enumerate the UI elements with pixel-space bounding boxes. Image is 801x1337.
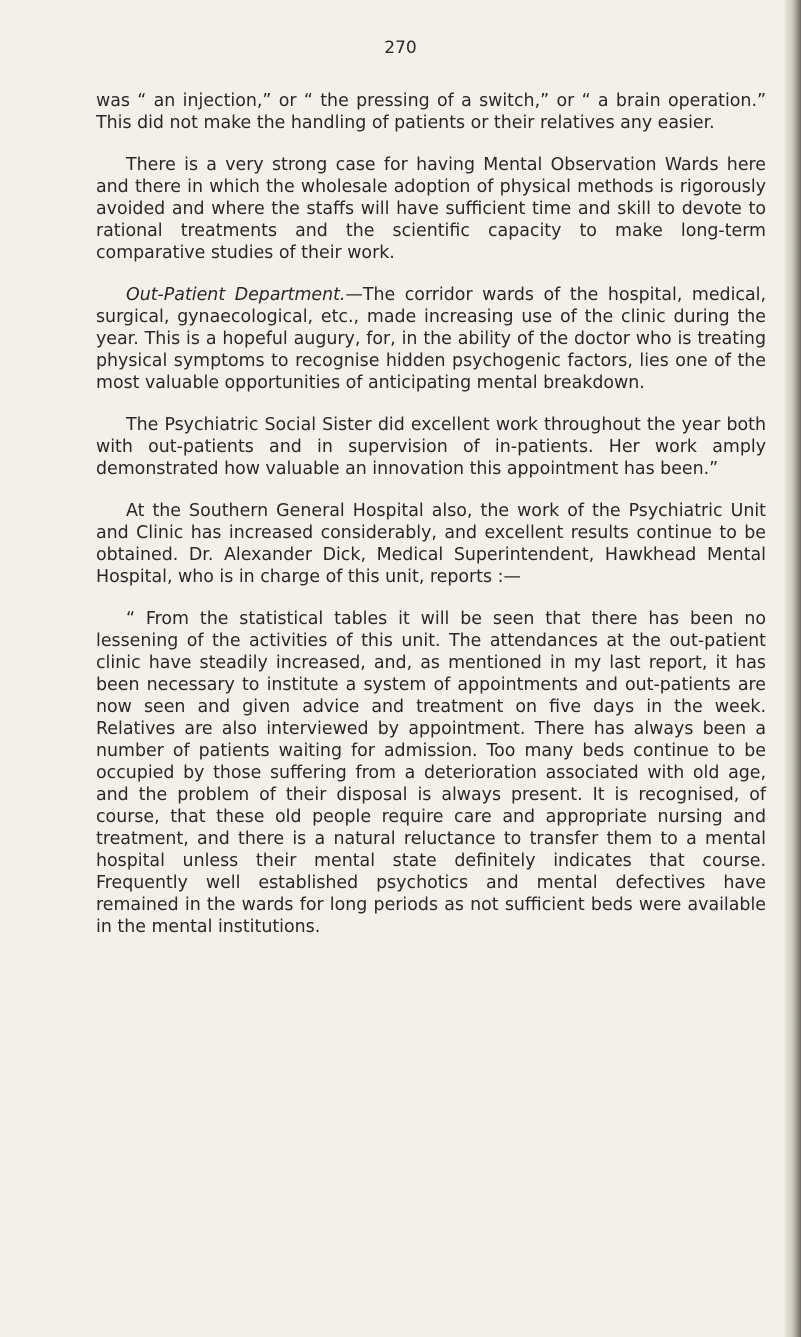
page-number: 270 [384,38,417,58]
section-heading-out-patient: Out-Patient Department. [126,285,346,305]
paragraph-2: There is a very strong case for having Mental Observation Wards here and there in which the wholesale adoption of physical methods is rigorously avoided and where the staffs will have sufficient time and skill to devote to rational treatments and the scientific capacity to make long-term comparative studies of their work. [96,155,766,263]
page-edge-shadow [785,0,801,1337]
paragraph-1: was “ an injection,” or “ the pressing of a switch,” or “ a brain operation.” This did not make the handling of patients or their relatives any easier. [96,91,766,133]
paragraph-5: At the Southern General Hospital also, the work of the Psychiatric Unit and Clinic has increased considerably, and excellent results continue to be obtained. Dr. Alexander Dick, Medical Superintendent, Hawkhead Mental Hospital, who is in charge of this unit, reports :— [96,501,766,587]
paragraph-6: “ From the statistical tables it will be seen that there has been no lessening of the activities of this unit. The attendances at the out-patient clinic have steadily increased, and, as mentioned in my last report, it has been necessary to institute a system of appointments and out-patients are now seen and given advice and treatment on five days in the week. Relatives are also interviewed by appointment. There has always been a number of patients waiting for admission. Too many beds continue to be occupied by those suffering from a deterioration associated with old age, and the problem of their disposal is always present. It is recognised, of course, that these old people require care and appropriate nursing and treatment, and there is a natural reluctance to transfer them to a mental hospital unless their mental state definitely indicates that course. Frequently well established psychotics and mental defectives have remained in the wards for long periods as not sufficient beds were available in the mental institutions. [96,609,766,937]
paragraph-4: The Psychiatric Social Sister did excellent work throughout the year both with out-patients and in supervision of in-patients. Her work amply demonstrated how valuable an innovation this appointment has been.” [96,415,766,479]
paragraph-3-text: —The corridor wards of the hospital, medical, surgical, gynaecological, etc., made increasing use of the clinic during the year. This is a hopeful augury, for, in the ability of the doctor who is treating physical symptoms to recognise hidden psychogenic factors, lies one of the most valuable opportunities of anticipating mental breakdown. [96,285,766,393]
body-text [96,90,766,938]
paragraph-3 [96,284,766,394]
